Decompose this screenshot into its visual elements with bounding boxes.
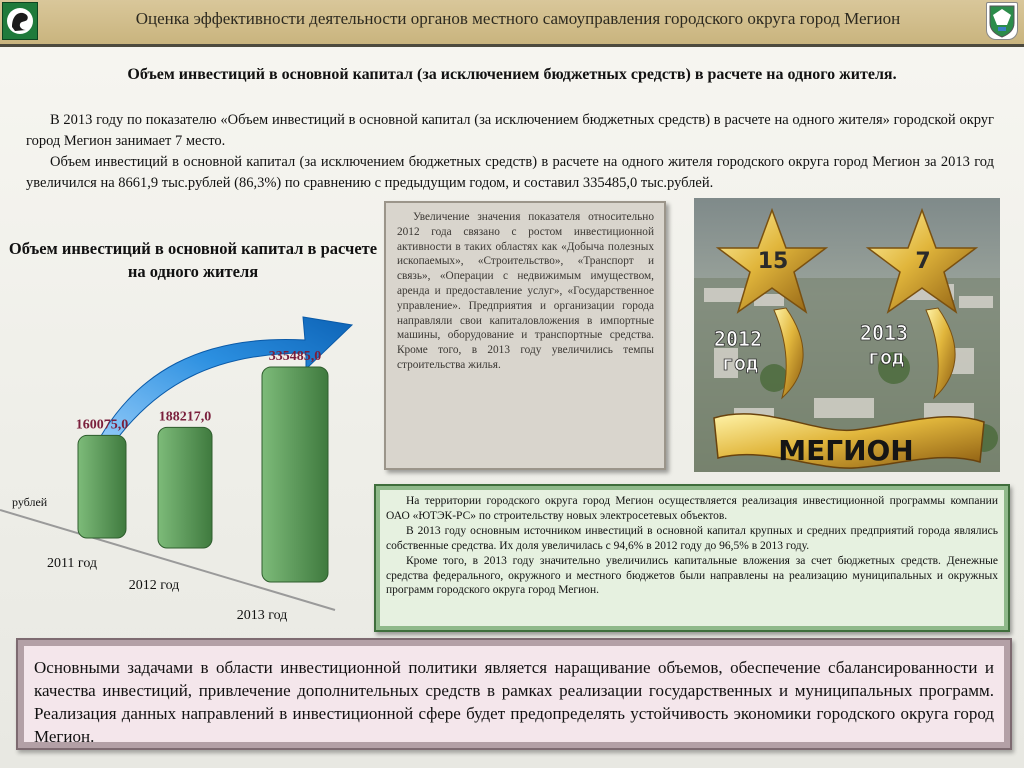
y-axis-label: рублей xyxy=(12,495,48,509)
value-label-2: 335485,0 xyxy=(268,349,322,364)
category-label-0: 2011 год xyxy=(46,556,98,571)
chart-title: Объем инвестиций в основной капитал в расчете на одного жителя xyxy=(8,239,378,281)
section-subtitle: Объем инвестиций в основной капитал (за исключением бюджетных средств) в расчете на одного жителя. xyxy=(127,66,897,83)
year-2012-word: год xyxy=(721,351,759,375)
green-info-box xyxy=(374,484,1010,632)
year-2013-word: год xyxy=(867,345,905,369)
rank-2013: 7 xyxy=(915,249,931,274)
intro-text xyxy=(26,110,994,194)
category-label-2: 2013 год xyxy=(236,608,288,623)
coat-of-arms-icon xyxy=(986,2,1018,40)
conclusion-box xyxy=(16,638,1012,750)
header-bar xyxy=(0,0,1024,47)
intro-paragraph: В 2013 году по показателю «Объем инвестиций в основной капитал (за исключением бюджетных средств) в расчете на одного жителя» городской округ город Мегион занимает 7 место. xyxy=(26,112,994,149)
green-info-content xyxy=(380,490,1004,626)
emblem-icon xyxy=(2,2,38,40)
year-2013-label: 2013 xyxy=(859,321,909,345)
value-label-0: 160075,0 xyxy=(75,417,129,433)
rank-2012: 15 xyxy=(757,249,789,274)
bar-1 xyxy=(158,427,212,548)
category-label-1: 2012 год xyxy=(128,578,180,593)
city-photo xyxy=(694,198,1000,472)
city-name: МЕГИОН xyxy=(778,434,914,467)
bar-0 xyxy=(78,435,126,538)
green-paragraph: Кроме того, в 2013 году значительно увеличились капитальные вложения за счет бюджетных средств. Денежные средства федерального, окружного и местного бюджетов были направлены на реализацию муниципальных и окружных программ городского округа город Мегион. xyxy=(386,554,998,597)
intro-paragraph: Объем инвестиций в основной капитал (за исключением бюджетных средств) в расчете на одного жителя городского округа город Мегион за 2013 год увеличился на 8661,9 тыс.рублей (86,3%) по сравнению с предыдущим годом, и составил 335485,0 тыс.рублей. xyxy=(26,154,994,191)
header-title: Оценка эффективности деятельности органов местного самоуправления городского округа город Мегион xyxy=(135,9,901,28)
year-2012-label: 2012 xyxy=(713,327,763,351)
note-text: Увеличение значения показателя относительно 2012 года связано с ростом инвестиционной активности в таких областях как «Добыча полезных ископаемых», «Строительство», «Транспорт и связь», «Операции с недвижимым имуществом, аренда и предоставление услуг», «Государственное управление». Предприятия и организации города направляли свои капиталовложения в импортные машины, оборудование и транспортные средства. Кроме того, в 2013 году увеличились темпы строительства жилья. xyxy=(397,211,654,371)
green-paragraph: На территории городского округа город Мегион осуществляется реализация инвестиционной программы компании ОАО «ЮТЭК-РС» по строительству новых электросетевых объектов. xyxy=(386,495,998,522)
note-box xyxy=(384,201,666,470)
value-label-1: 188217,0 xyxy=(158,409,212,425)
green-paragraph: В 2013 году основным источником инвестиций в основной капитал крупных и средних предприятий города являлись собственные средства. Их доля увеличилась с 94,6% в 2012 году до 96,5% в 2013 году. xyxy=(386,524,998,552)
bar-2 xyxy=(262,367,328,582)
conclusion-text: Основными задачами в области инвестиционной политики является наращивание объемов, обеспечение сбалансированности и качества инвестиций, привлечение дополнительных средств в рамках реализации государственных и муниципальных программ. Реализация данных направлений в инвестиционной сфере будет предопределять устойчивость экономики городского округа город Мегион. xyxy=(24,646,1004,742)
bar-chart xyxy=(0,285,380,630)
